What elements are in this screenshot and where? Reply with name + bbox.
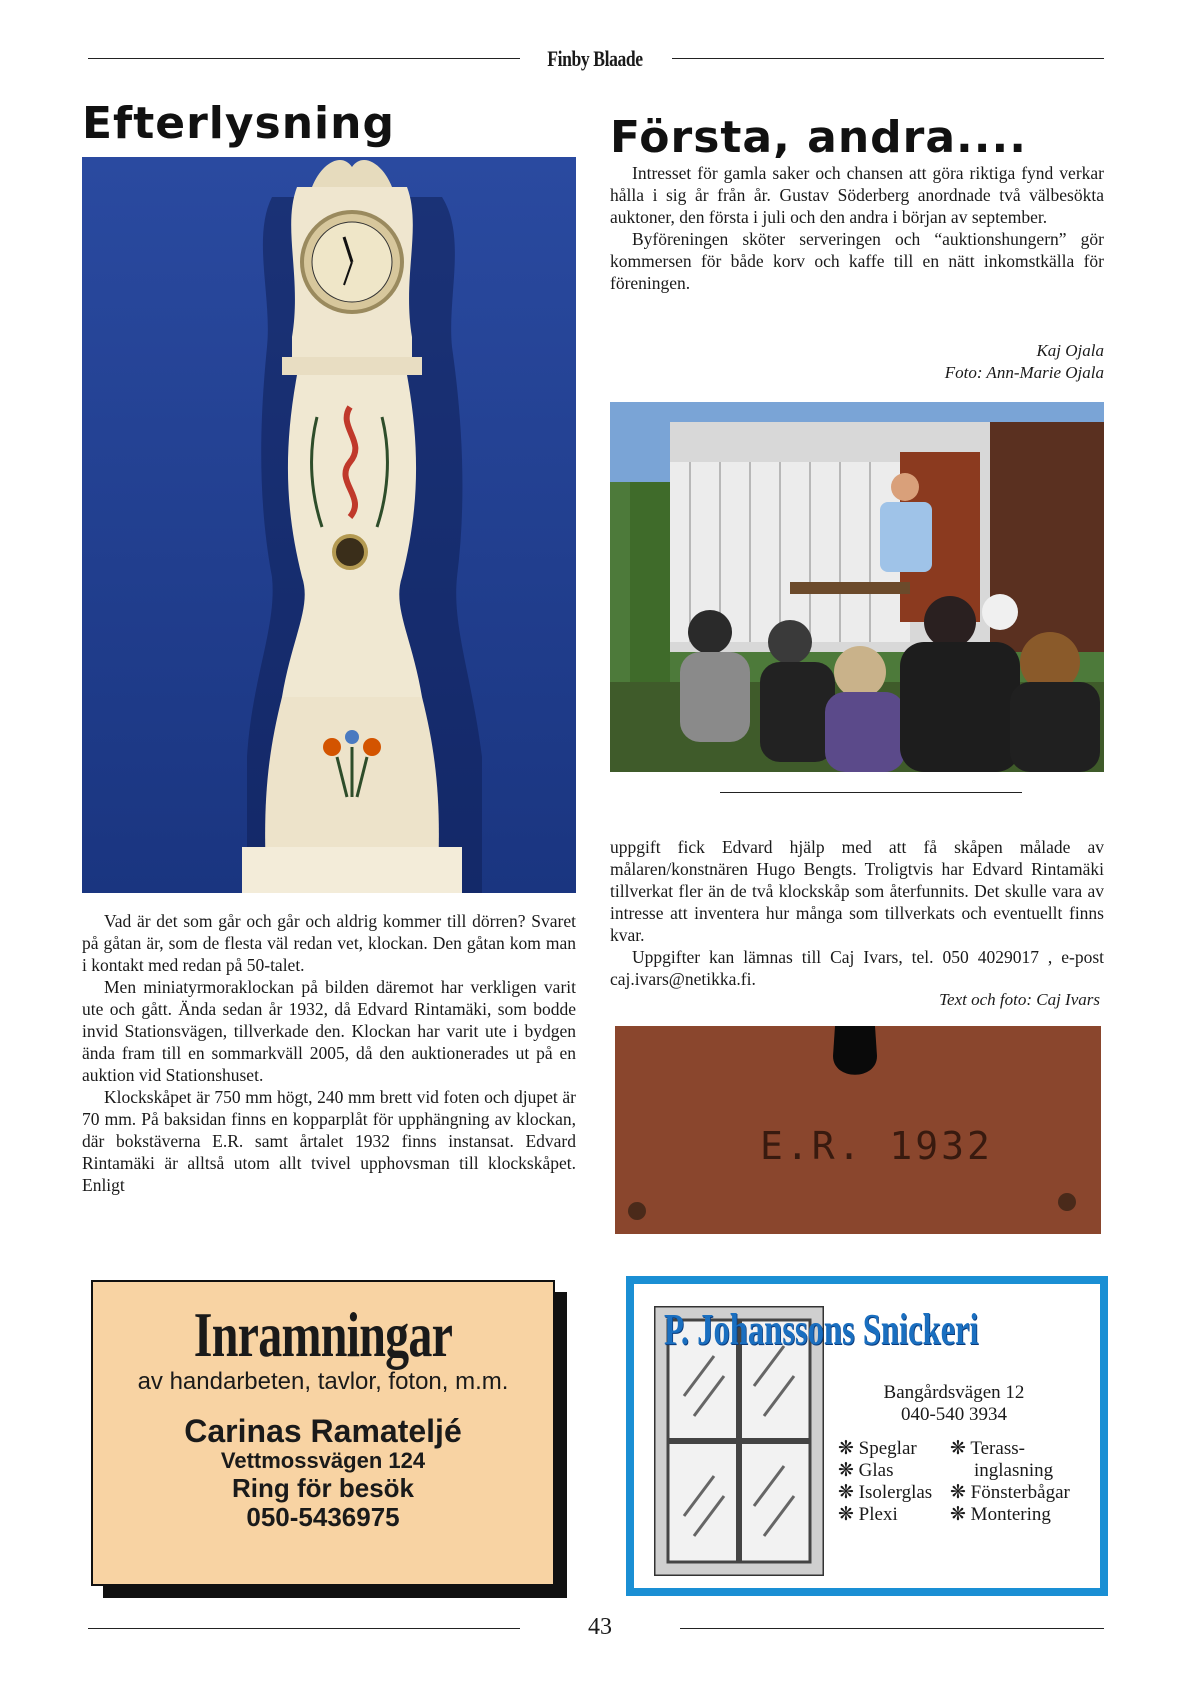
list-item: ❋ Plexi <box>838 1504 898 1525</box>
photo-credit: Foto: Ann-Marie Ojala <box>944 363 1104 382</box>
right-paragraph-1: Intresset för gamla saker och chansen att göra riktiga fynd verkar hålla i sig år från år. Gustav Söderberg anordnade två välbesökta auktoner, den första i juli och den andra i början av september. <box>610 163 1104 227</box>
cont-paragraph-1: uppgift fick Edvard hjälp med att få skåpen målade av målaren/konstnären Hugo Bengts. Troligtvis har Edvard Rintamäki tillverkat fler än de två klockskåp som återfunnits. Det skulle vara av intresse att inventera hur många som tillverkats och eventuellt finns kvar. <box>610 837 1104 945</box>
ad-right-title: P. Johanssons Snickeri <box>664 1305 979 1354</box>
bullet-icon: ❋ <box>950 1482 966 1503</box>
continuation-credit: Text och foto: Caj Ivars <box>939 990 1100 1009</box>
ad-left-company: Carinas Ramateljé <box>184 1413 462 1449</box>
author: Kaj Ojala <box>1036 341 1104 360</box>
right-article-text <box>610 162 1104 294</box>
ad-left-subtitle: av handarbeten, tavlor, foton, m.m. <box>137 1368 509 1395</box>
left-article-text <box>82 910 576 1196</box>
right-paragraph-2: Byföreningen sköter serveringen och “auktionshungern” gör kommersen för både korv och kaffe till en nätt inkomstkälla för föreningen. <box>610 229 1104 293</box>
ad-snickeri-panel <box>634 1284 1100 1588</box>
ad-right-list-left <box>838 1438 932 1526</box>
list-item: ❋ Terass- <box>950 1438 1025 1459</box>
left-paragraph-2: Men miniatyrmoraklockan på bilden däremot har verkligen varit ute och gått. Ända sedan år 1932, då Edvard Rintamäki, som bodde invid Stationsvägen, tillverkade den. Klockan har varit ute i bydgen ända fram till en sommarkväll 2005, då den auktionerades ut på en auktion vid Stationshuset. <box>82 977 576 1085</box>
left-paragraph-3: Klockskåpet är 750 mm högt, 240 mm brett vid foten och djupet är 70 mm. På baksidan finns en kopparplåt för upphängning av klockan, där bokstäverna E.R. samt årtalet 1932 finns instansat. Edvard Rintamäki är alltså utom allt tvivel upphovsman till klockskåpet. Enligt <box>82 1087 576 1195</box>
footer-rule-left <box>88 1628 520 1629</box>
bullet-icon: ❋ <box>838 1438 854 1459</box>
list-item: ❋ Montering <box>950 1504 1051 1525</box>
auction-scene <box>610 402 1104 772</box>
auction-photo <box>610 402 1104 772</box>
bullet-icon: ❋ <box>838 1482 854 1503</box>
mid-separator <box>720 792 1022 793</box>
ad-right-address: Bangårdsvägen 12 <box>883 1382 1025 1403</box>
bullet-icon: ❋ <box>838 1504 854 1525</box>
cont-paragraph-2: Uppgifter kan lämnas till Caj Ivars, tel. 050 4029017 , e-post caj.ivars@netikka.fi. <box>610 947 1104 989</box>
list-item: ❋ Fönsterbågar <box>950 1482 1070 1503</box>
left-headline: Efterlysning <box>82 98 395 149</box>
list-item: ❋ Isolerglas <box>838 1482 933 1503</box>
list-item: inglasning <box>974 1460 1054 1481</box>
list-item: ❋ Glas <box>838 1460 894 1481</box>
right-headline: Första, andra.... <box>610 112 1027 163</box>
header-rule-right <box>672 58 1104 59</box>
right-byline <box>610 340 1104 384</box>
footer-rule-right <box>680 1628 1104 1629</box>
ad-right-phone[interactable]: 040-540 3934 <box>900 1404 1008 1425</box>
ad-snickeri[interactable] <box>626 1276 1108 1596</box>
ad-left-title: Inramningar <box>193 1299 453 1370</box>
left-paragraph-1: Vad är det som går och går och aldrig kommer till dörren? Svaret på gåtan är, som de flesta väl redan vet, klockan. Den gåtan kom man i kontakt med redan på 50-talet. <box>82 911 576 975</box>
plate-inscription: E.R. 1932 <box>760 1124 993 1168</box>
bullet-icon: ❋ <box>838 1460 854 1481</box>
continuation-text <box>610 836 1104 990</box>
copper-plate-photo <box>615 1026 1101 1234</box>
clock-illustration <box>82 157 576 893</box>
header-rule-left <box>88 58 520 59</box>
masthead: Finby Blaade <box>547 46 643 71</box>
bullet-icon: ❋ <box>950 1438 966 1459</box>
ad-left-cta: Ring för besök <box>231 1473 414 1503</box>
grandfather-clock-photo <box>82 157 576 893</box>
bullet-icon: ❋ <box>950 1504 966 1525</box>
ad-left-phone[interactable]: 050-5436975 <box>246 1502 400 1532</box>
ad-inramningar[interactable] <box>91 1280 555 1586</box>
page-number: 43 <box>588 1614 612 1640</box>
ad-right-list-right <box>950 1438 1070 1526</box>
list-item: ❋ Speglar <box>838 1438 917 1459</box>
ad-left-address: Vettmossvägen 124 <box>220 1448 426 1473</box>
